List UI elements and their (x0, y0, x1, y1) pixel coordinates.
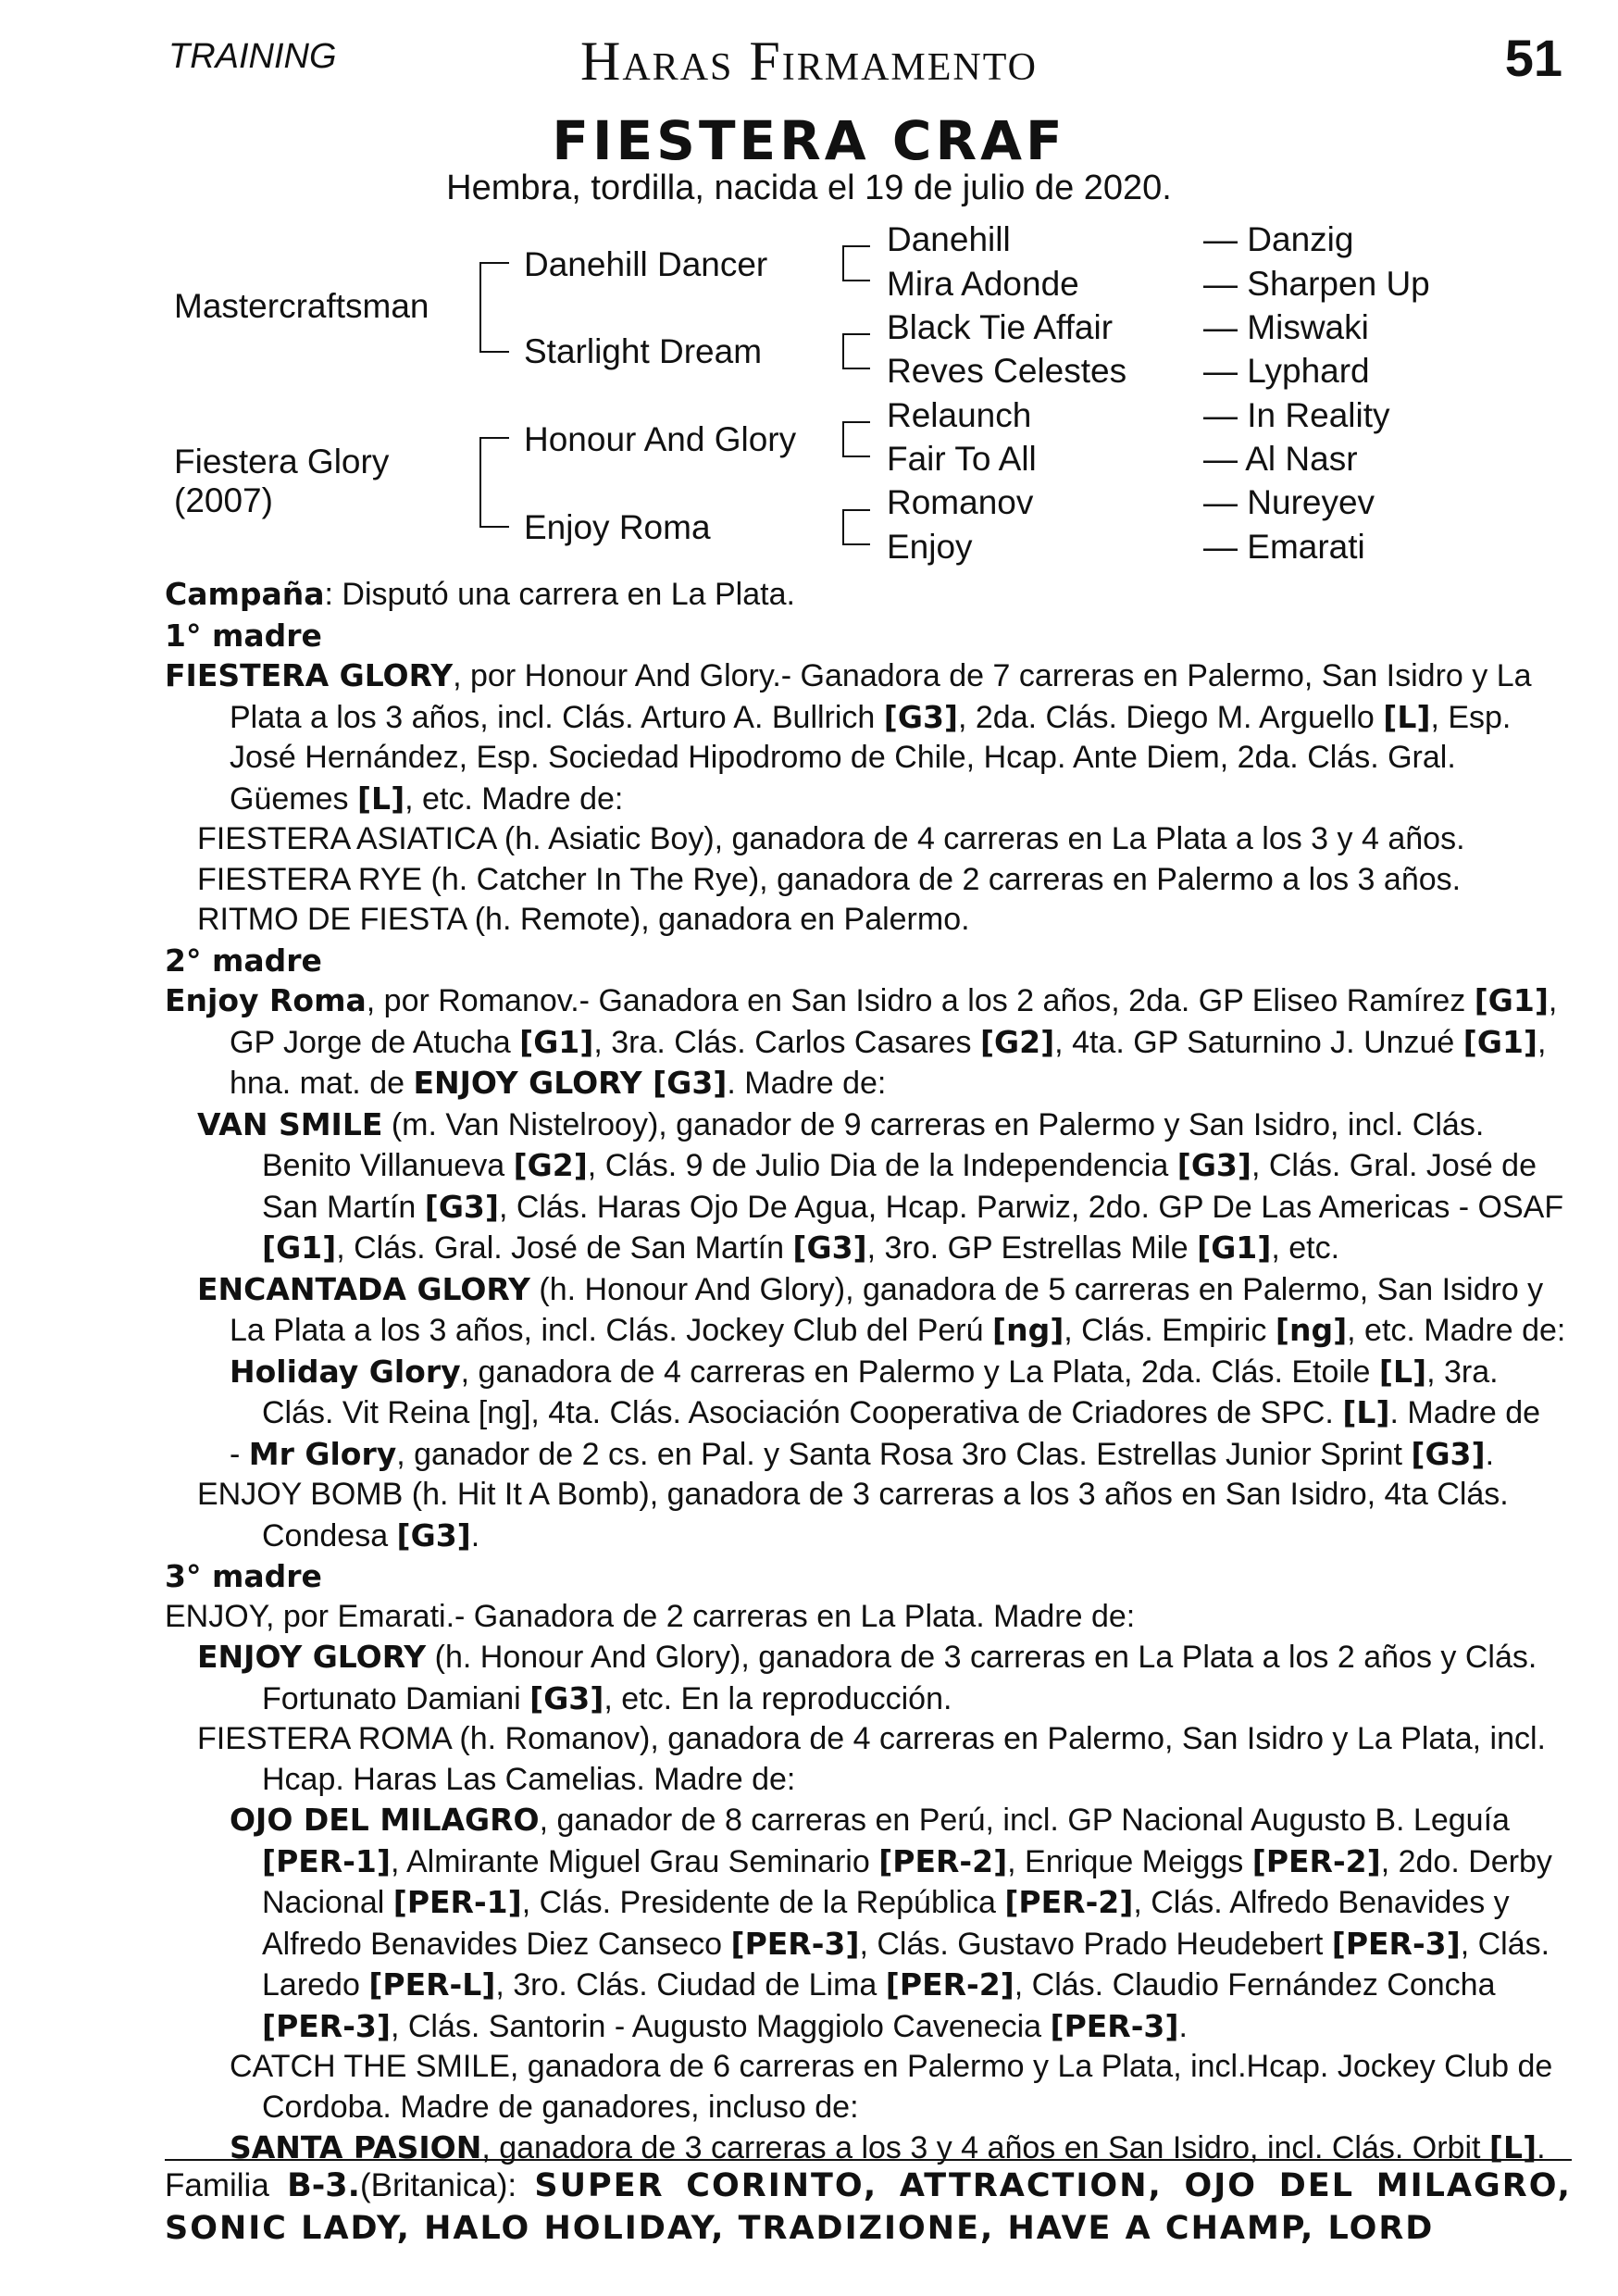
pedigree-g2: Honour And Glory (524, 420, 797, 458)
horse-name: FIESTERA CRAF (552, 109, 1066, 172)
pedigree-g3: Fair To All (887, 440, 1037, 478)
pedigree-g2: Starlight Dream (524, 332, 763, 370)
bracket-g3 (842, 333, 870, 369)
pedigree-g4: — Al Nasr (1203, 440, 1358, 478)
produce-item: ENJOY BOMB (h. Hit It A Bomb), ganadora de 3 carreras a los 3 años en San Isidro, 4ta Clás. Condesa [G3]. (197, 1477, 1509, 1554)
pedigree-g4: — Nureyev (1203, 483, 1375, 521)
pedigree-g4: — In Reality (1203, 396, 1390, 434)
bracket-g3 (842, 421, 870, 457)
footer-divider (165, 2159, 1572, 2161)
bracket-sire (479, 262, 509, 353)
pedigree-g3: Black Tie Affair (887, 308, 1114, 346)
pedigree-g4: — Lyphard (1203, 352, 1370, 390)
pedigree-g3: Enjoy (887, 528, 973, 566)
bracket-dam (479, 437, 509, 528)
third-dam-entry: ENJOY, por Emarati.- Ganadora de 2 carreras en La Plata. Madre de: (165, 1598, 1136, 1634)
pedigree-g3: Mira Adonde (887, 265, 1079, 303)
pedigree-g4: — Emarati (1203, 528, 1365, 566)
pedigree-g4: — Sharpen Up (1203, 265, 1430, 303)
pedigree-g3: Danehill (887, 220, 1011, 258)
second-dam-heading: 2° madre (165, 942, 322, 979)
produce-item: VAN SMILE (m. Van Nistelrooy), ganador de 9 carreras en Palermo y San Isidro, incl. Clás. Benito Villanueva [G2], Clás. 9 de Julio Dia de la Independencia [G3], Clás. Gral. José de San Martín [G3], Clás. Haras Ojo De Agua, Hcap. Parwiz, 2do. GP De Las Americas - OSAF [G1], Clás. Gral. José de San Martín [G3], 3ro. GP Estrellas Mile [G1], etc. (197, 1105, 1564, 1266)
pedigree-g3: Reves Celestes (887, 352, 1127, 390)
produce-item: - Mr Glory, ganador de 2 cs. en Pal. y Santa Rosa 3ro Clas. Estrellas Junior Sprint [G3]. (230, 1435, 1495, 1472)
pedigree-g3: Relaunch (887, 396, 1032, 434)
produce-item: ENCANTADA GLORY (h. Honour And Glory), ganadora de 5 carreras en Palermo, San Isidro y La Plata a los 3 años, incl. Clás. Jockey Club del Perú [ng], Clás. Empiric [ng], etc. Madre de: (197, 1270, 1566, 1348)
pedigree-dam: Fiestera Glory (174, 443, 390, 480)
third-dam-heading: 3° madre (165, 1558, 322, 1594)
horse-description: Hembra, tordilla, nacida el 19 de julio de 2020. (446, 168, 1172, 207)
produce-item: Holiday Glory, ganadora de 4 carreras en Palermo y La Plata, 2da. Clás. Etoile [L], 3ra. Clás. Vit Reina [ng], 4ta. Clás. Asociación Cooperativa de Criadores de SPC. [L]. Madre de (230, 1353, 1541, 1430)
produce-item: SANTA PASION, ganadora de 3 carreras a los 3 y 4 años en San Isidro, incl. Clás. Orbit [L]. (230, 2129, 1546, 2165)
brand-title: Haras Firmamento (580, 31, 1038, 92)
pedigree-sire: Mastercraftsman (174, 287, 429, 325)
produce-item: CATCH THE SMILE, ganadora de 6 carreras en Palermo y La Plata, incl.Hcap. Jockey Club de Cordoba. Madre de ganadores, incluso de: (230, 2049, 1553, 2125)
produce-item: OJO DEL MILAGRO, ganador de 8 carreras en Perú, incl. GP Nacional Augusto B. Leguía [PER-1], Almirante Miguel Grau Seminario [PER-2], Enrique Meiggs [PER-2], 2do. Derby Nacional [PER-1], Clás. Presidente de la República [PER-2], Clás. Alfredo Benavides y Alfredo Benavides Diez Canseco [PER-3], Clás. Gustavo Prado Heudebert [PER-3], Clás. Laredo [PER-L], 3ro. Clás. Ciudad de Lima [PER-2], Clás. Claudio Fernández Concha [PER-3], Clás. Santorin - Augusto Maggiolo Cavenecia [PER-3]. (230, 1802, 1552, 2044)
page-number: 51 (1504, 29, 1562, 87)
produce-item: FIESTERA RYE (h. Catcher In The Rye), ganadora de 2 carreras en Palermo a los 3 años. (197, 861, 1462, 897)
produce-item: RITMO DE FIESTA (h. Remote), ganadora en Palermo. (197, 902, 970, 937)
campaign: Campaña: Disputó una carrera en La Plata. (165, 576, 795, 612)
pedigree-g4: — Miswaki (1203, 308, 1369, 346)
section-label: TRAINING (168, 37, 337, 76)
produce-item: FIESTERA ASIATICA (h. Asiatic Boy), ganadora de 4 carreras en La Plata a los 3 y 4 años. (197, 821, 1465, 856)
family-line: Familia B-3.(Britanica): SUPER CORINTO, ATTRACTION, OJO DEL MILAGRO, SONIC LADY, HALO HOLIDAY, TRADIZIONE, HAVE A CHAMP, LORD (165, 2167, 1572, 2247)
pedigree-g3: Romanov (887, 483, 1034, 521)
produce-item: FIESTERA ROMA (h. Romanov), ganadora de 4 carreras en Palermo, San Isidro y La Plata, incl. Hcap. Haras Las Camelias. Madre de: (197, 1721, 1546, 1797)
bracket-g3 (842, 509, 870, 545)
first-dam-heading: 1° madre (165, 617, 322, 654)
pedigree-dam-year: (2007) (174, 481, 273, 519)
pedigree-g2: Danehill Dancer (524, 245, 768, 283)
second-dam-entry: Enjoy Roma, por Romanov.- Ganadora en San Isidro a los 2 años, 2da. GP Eliseo Ramírez [G1], GP Jorge de Atucha [G1], 3ra. Clás. Carlos Casares [G2], 4ta. GP Saturnino J. Unzué [G1], hna. mat. de ENJOY GLORY [G3]. Madre de: (165, 982, 1558, 1101)
pedigree-notes (165, 574, 1572, 2169)
pedigree-g4: — Danzig (1203, 220, 1354, 258)
bracket-g3 (842, 245, 870, 281)
produce-item: ENJOY GLORY (h. Honour And Glory), ganadora de 3 carreras en La Plata a los 2 años y Clás. Fortunato Damiani [G3], etc. En la reproducción. (197, 1639, 1537, 1716)
first-dam-entry: FIESTERA GLORY, por Honour And Glory.- Ganadora de 7 carreras en Palermo, San Isidro y La Plata a los 3 años, incl. Clás. Arturo A. Bullrich [G3], 2da. Clás. Diego M. Arguello [L], Esp. José Hernández, Esp. Sociedad Hipodromo de Chile, Hcap. Ante Diem, 2da. Clás. Gral. Güemes [L], etc. Madre de: (165, 657, 1532, 817)
pedigree-g2: Enjoy Roma (524, 508, 711, 546)
